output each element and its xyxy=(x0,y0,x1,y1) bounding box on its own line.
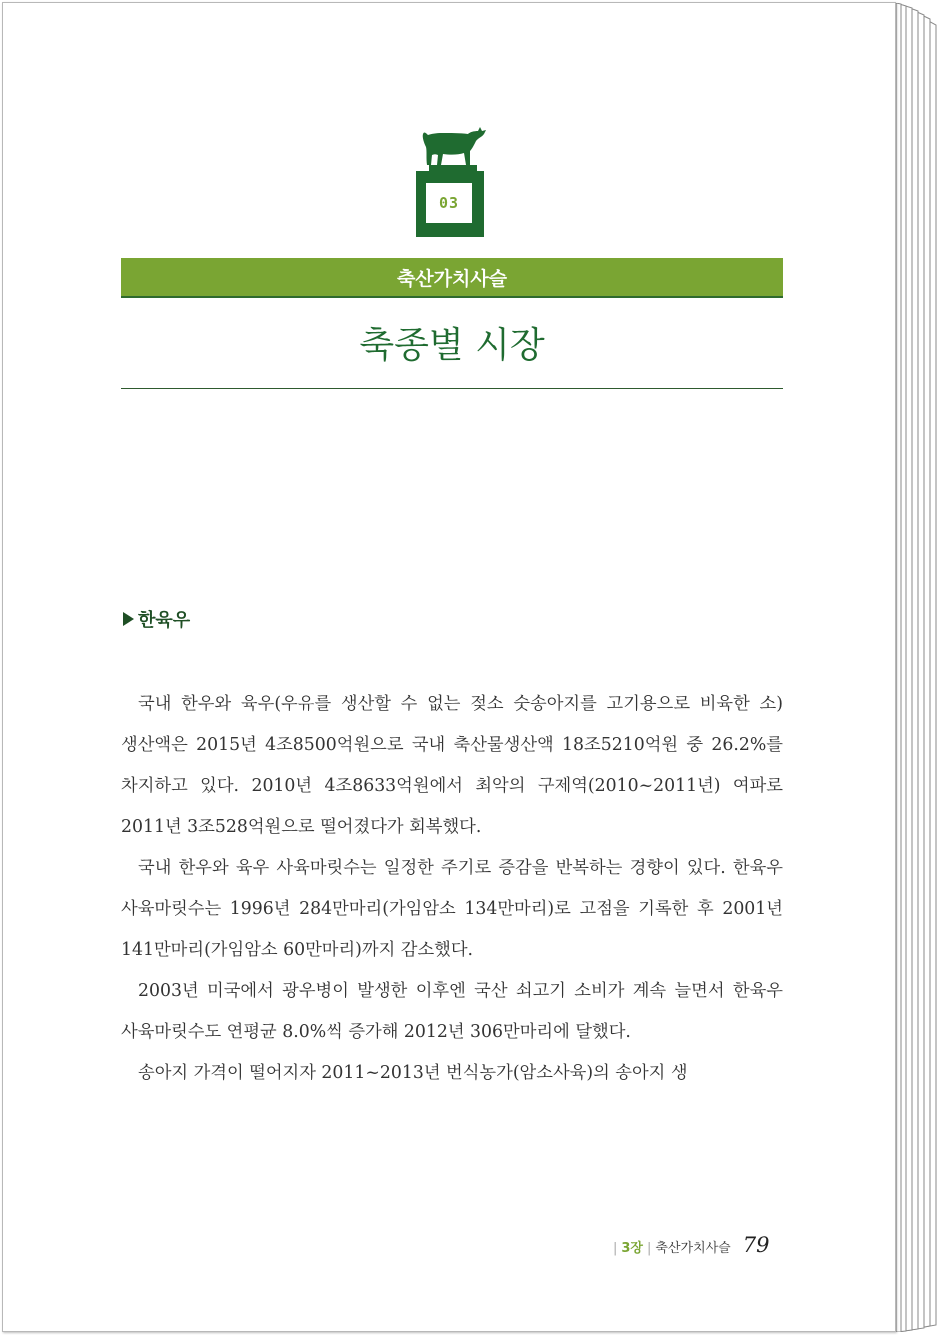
chapter-number: 03 xyxy=(438,194,460,212)
section-heading-text: 한육우 xyxy=(138,610,191,631)
footer-separator: | xyxy=(647,1241,652,1256)
triangle-icon xyxy=(123,612,134,626)
book-page xyxy=(2,2,896,1332)
paragraph: 국내 한우와 육우 사육마릿수는 일정한 주기로 증감을 반복하는 경향이 있다. 한육우 사육마릿수는 1996년 284만마리(가임암소 134만마리)로 고점을 기록한 후 2001년 141만마리(가임암소 60만마리)까지 감소했다. xyxy=(121,858,783,960)
cow-icon xyxy=(422,121,488,173)
page-number: 79 xyxy=(742,1233,770,1257)
category-title: 축산가치사슬 xyxy=(396,267,508,290)
chapter-number-frame xyxy=(426,183,472,223)
footer-section: 축산가치사슬 xyxy=(655,1241,731,1256)
category-banner xyxy=(121,258,783,298)
body-text xyxy=(121,684,783,1094)
paragraph: 송아지 가격이 떨어지자 2011~2013년 번식농가(암소사육)의 송아지 생 xyxy=(138,1063,688,1083)
chapter-emblem xyxy=(416,121,486,239)
page-title: 축종별 시장 xyxy=(359,325,545,366)
section-heading xyxy=(123,606,190,632)
paragraph: 2003년 미국에서 광우병이 발생한 이후엔 국산 쇠고기 소비가 계속 늘면서 한육우 사육마릿수도 연평균 8.0%씩 증가해 2012년 306만마리에 달했다. xyxy=(121,981,783,1042)
title-divider xyxy=(121,388,783,389)
footer-separator: | xyxy=(613,1241,618,1256)
footer-chapter: 3장 xyxy=(621,1241,643,1256)
chapter-number-box xyxy=(416,171,484,237)
page-footer xyxy=(609,1233,769,1257)
paragraph: 국내 한우와 육우(우유를 생산할 수 없는 젖소 숫송아지를 고기용으로 비육한 소) 생산액은 2015년 4조8500억원으로 국내 축산물생산액 18조5210억원 중 26.2%를 차지하고 있다. 2010년 4조8633억원에서 최악의 구제역(2010~2011년) 여파로 2011년 3조528억원으로 떨어졌다가 회복했다. xyxy=(121,694,783,837)
book-page-edges xyxy=(896,3,946,1332)
